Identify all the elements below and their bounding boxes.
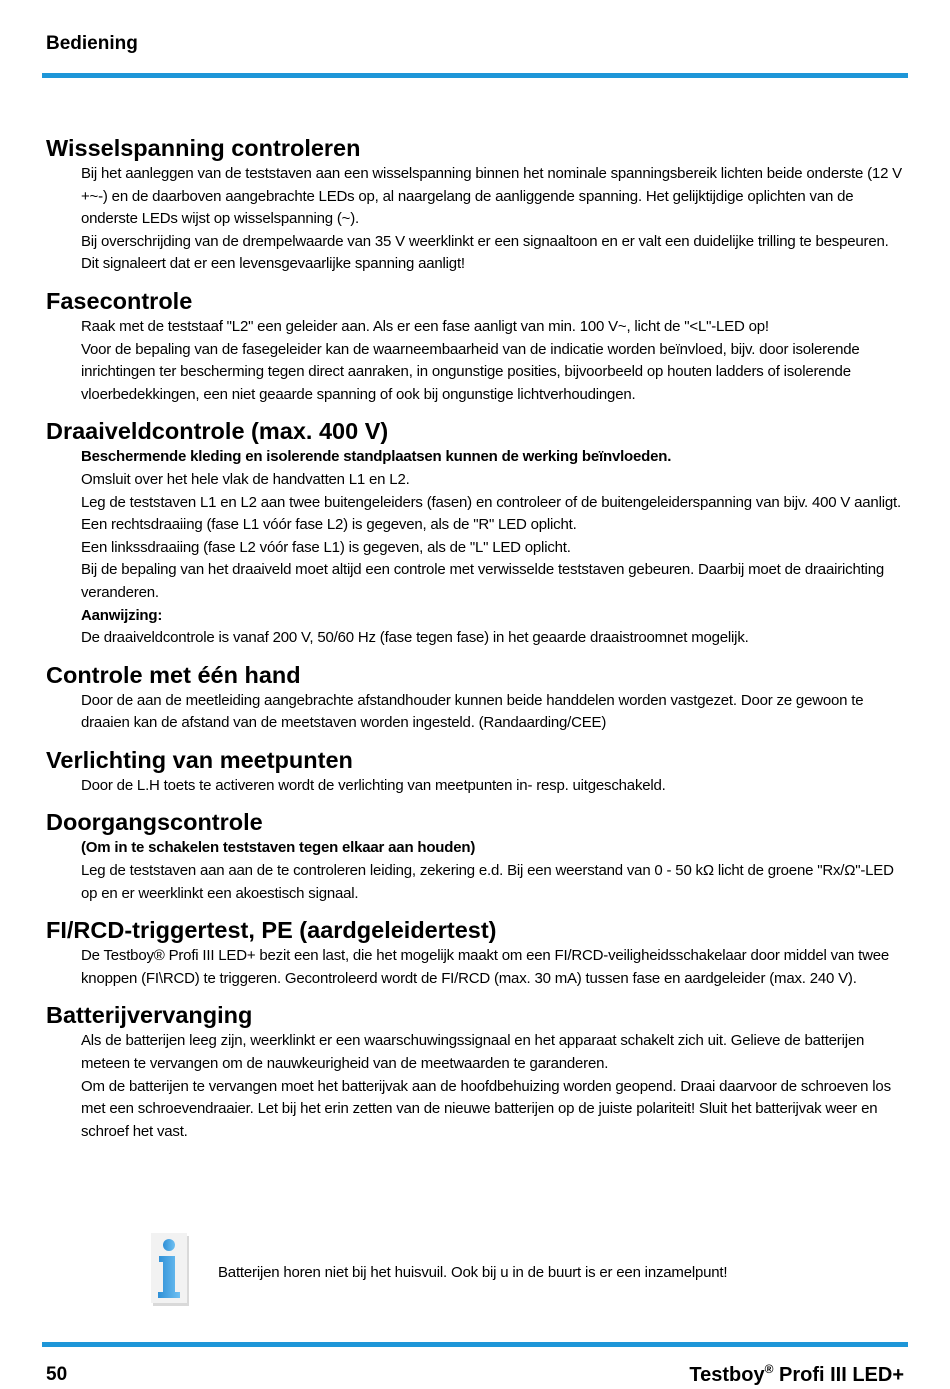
section-body [81,775,906,798]
paragraph: Door de L.H toets te activeren wordt de verlichting van meetpunten in- resp. uitgeschakeld. [81,776,666,794]
section-body [81,837,906,905]
footer-product-name [689,1362,904,1387]
section-body [81,690,906,735]
header-divider [42,73,908,78]
paragraph: Een linkssdraaiing (fase L2 vóór fase L1) is gegeven, als de "L" LED oplicht. [81,538,571,556]
section [46,915,906,990]
paragraph: Beschermende kleding en isolerende standplaatsen kunnen de werking beïnvloeden. [81,448,672,466]
section-heading: Verlichting van meetpunten [46,746,353,773]
section [46,660,906,735]
paragraph: Voor de bepaling van de fasegeleider kan de waarneembaarheid van de indicatie worden beïnvloed, bijv. door isolerende inrichtingen ter bescherming tegen direct aanraken, in ongunstige posities, bijvoorbeeld op houten ladders of isolerende vloerbedekkingen, een niet geaarde spanning of ook bij ongunstige lichtverhoudingen. [81,340,860,403]
info-note [150,1232,850,1312]
paragraph: De Testboy® Profi III LED+ bezit een last, die het mogelijk maakt om een FI/RCD-veiligheidsschakelaar door middel van twee knoppen (FI\RCD) te triggeren. Gecontroleerd wordt de FI/RCD (max. 30 mA) tussen fase en aardgeleider (max. 240 V). [81,947,890,987]
paragraph: Leg de teststaven aan aan de te controleren leiding, zekering e.d. Bij een weerstand van 0 - 50 kΩ licht de groene "Rx/Ω"-LED op en er weerklinkt een akoestisch signaal. [81,862,894,902]
paragraph: Om de batterijen te vervangen moet het batterijvak aan de hoofdbehuizing worden geopend. Draai daarvoor de schroeven los met een schroevendraaier. Let bij het erin zetten van de nieuwe batterijen op de juiste polariteit! Sluit het batterijvak weer en schroef het vast. [81,1077,891,1140]
paragraph: Aanwijzing: [81,606,163,624]
paragraph: Bij overschrijding van de drempelwaarde van 35 V weerklinkt er een signaaltoon en er valt een duidelijke trilling te bespeuren. Dit signaleert dat er een levensgevaarlijke spanning aanligt! [81,232,889,273]
section [46,133,906,276]
main-content [46,133,906,1153]
info-text: Batterijen horen niet bij het huisvuil. Ook bij u in de buurt is er een inzamelpunt! [218,1264,728,1281]
paragraph: Omsluit over het hele vlak de handvatten L1 en L2. [81,470,410,488]
section-heading: Controle met één hand [46,661,301,688]
page-header-title: Bediening [46,33,138,54]
section-body [81,316,906,406]
paragraph: Als de batterijen leeg zijn, weerklinkt er een waarschuwingssignaal en het apparaat schakelt zich uit. Gelieve de batterijen meteen te vervangen om de nauwkeurigheid van de meetwaarden te garanderen. [81,1032,865,1073]
section [46,1000,906,1143]
section-heading: Fasecontrole [46,287,193,314]
section [46,416,906,649]
section-heading: Batterijvervanging [46,1002,253,1029]
section [46,807,906,905]
section-heading: Doorgangscontrole [46,809,263,836]
info-icon [150,1232,192,1308]
section-heading: FI/RCD-triggertest, PE (aardgeleidertest) [46,917,497,944]
paragraph: (Om in te schakelen teststaven tegen elkaar aan houden) [81,839,476,857]
footer-divider [42,1342,908,1347]
brand-name: Testboy [689,1364,765,1386]
paragraph: Bij de bepaling van het draaiveld moet altijd een controle met verwisselde teststaven gebeuren. Daarbij moet de draairichting veranderen. [81,561,884,601]
section-heading: Draaiveldcontrole (max. 400 V) [46,418,389,445]
section-heading: Wisselspanning controleren [46,135,361,161]
section [46,286,906,406]
section-body [81,446,906,649]
paragraph: Door de aan de meetleiding aangebrachte afstandhouder kunnen beide handdelen worden vastgezet. Door ze gewoon te draaien kan de afstand van de meetstaven worden ingesteld. (Randaarding/CEE) [81,691,864,732]
paragraph: Een rechtsdraaiing (fase L1 vóór fase L2) is gegeven, als de "R" LED oplicht. [81,516,577,534]
paragraph: Leg de teststaven L1 en L2 aan twee buitengeleiders (fasen) en controleer of de buitengeleiderspanning van bijv. 400 V aanligt. [81,493,901,511]
paragraph: Raak met de teststaaf "L2" een geleider aan. Als er een fase aanligt van min. 100 V~, licht de "<L"-LED op! [81,317,769,335]
registered-mark: ® [764,1362,774,1376]
paragraph: Bij het aanleggen van de teststaven aan een wisselspanning binnen het nominale spanningsbereik lichten beide onderste (12 V +~-) en de daarboven aangebrachte LEDs op, al naargelang de aanliggende spanning. Het gelijktijdige oplichten van de onderste LEDs wijst op wisselspanning (~). [81,165,902,228]
section [46,745,906,798]
page-number: 50 [46,1364,68,1385]
section-body [81,1030,906,1143]
paragraph: De draaiveldcontrole is vanaf 200 V, 50/60 Hz (fase tegen fase) in het geaarde draaistroomnet mogelijk. [81,629,749,647]
section-body [81,163,906,276]
section-body [81,945,906,990]
product-name: Profi III LED+ [773,1364,904,1386]
